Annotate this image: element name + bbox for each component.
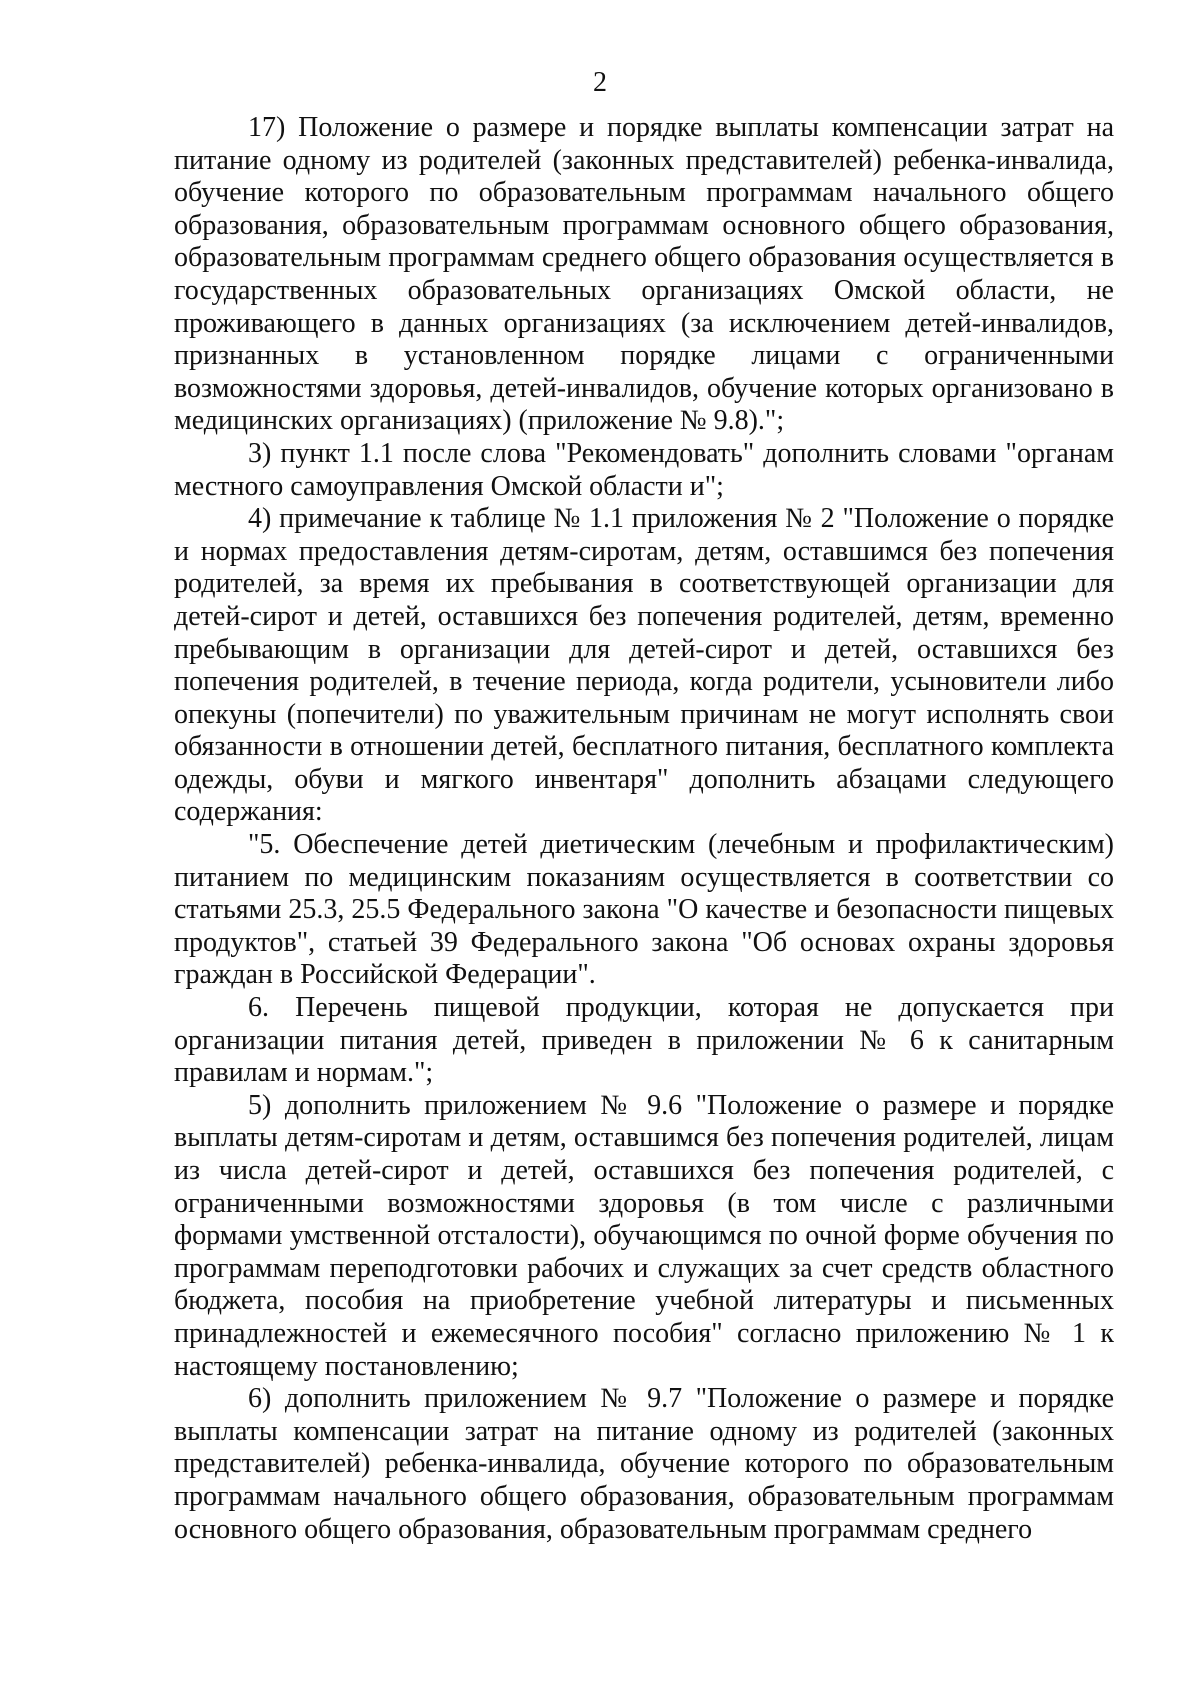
paragraph-item-6: 6) дополнить приложением № 9.7 "Положение о размере и порядке выплаты компенсации затрат на питание одному из родителей (законных представителей) ребенка-инвалида, обучение которого по образовательным программам начального общего образования, образовательным программам основного общего образования, образовательным программам среднего xyxy=(174,1383,1114,1545)
paragraph-quoted-5: "5. Обеспечение детей диетическим (лечебным и профилактическим) питанием по медицинским показаниям осуществляется в соответствии со статьями 25.3, 25.5 Федерального закона "О качестве и безопасности пищевых продуктов", статьей 39 Федерального закона "Об основах охраны здоровья граждан в Российской Федерации". xyxy=(174,829,1114,991)
paragraph-item-17: 17) Положение о размере и порядке выплаты компенсации затрат на питание одному из родителей (законных представителей) ребенка-инвалида, обучение которого по образовательным программам начального общего образования, образовательным программам основного общего образования, образовательным программам среднего общего образования осуществляется в государственных образовательных организациях Омской области, не проживающего в данных организациях (за исключением детей-инвалидов, признанных в установленном порядке лицами с ограниченными возможностями здоровья, детей-инвалидов, обучение которых организовано в медицинских организациях) (приложение № 9.8)."; xyxy=(174,112,1114,437)
paragraph-item-5: 5) дополнить приложением № 9.6 "Положение о размере и порядке выплаты детям-сиротам и детям, оставшимся без попечения родителей, лицам из числа детей-сирот и детей, оставшихся без попечения родителей, с ограниченными возможностями здоровья (в том числе с различными формами умственной отсталости), обучающимся по очной форме обучения по программам переподготовки рабочих и служащих за счет средств областного бюджета, пособия на приобретение учебной литературы и письменных принадлежностей и ежемесячного пособия" согласно приложению № 1 к настоящему постановлению; xyxy=(174,1089,1114,1382)
page-number: 2 xyxy=(593,67,607,98)
document-body xyxy=(174,112,1114,1546)
paragraph-quoted-6: 6. Перечень пищевой продукции, которая не допускается при организации питания детей, приведен в приложении № 6 к санитарным правилам и нормам."; xyxy=(174,992,1114,1089)
paragraph-item-4: 4) примечание к таблице № 1.1 приложения № 2 "Положение о порядке и нормах предоставления детям-сиротам, детям, оставшимся без попечения родителей, за время их пребывания в соответствующей организации для детей-сирот и детей, оставшихся без попечения родителей, детям, временно пребывающим в организации для детей-сирот и детей, оставшихся без попечения родителей, в течение периода, когда родители, усыновители либо опекуны (попечители) по уважительным причинам не могут исполнять свои обязанности в отношении детей, бесплатного питания, бесплатного комплекта одежды, обуви и мягкого инвентаря" дополнить абзацами следующего содержания: xyxy=(174,503,1114,828)
paragraph-item-3: 3) пункт 1.1 после слова "Рекомендовать" дополнить словами "органам местного самоуправления Омской области и"; xyxy=(174,437,1114,502)
